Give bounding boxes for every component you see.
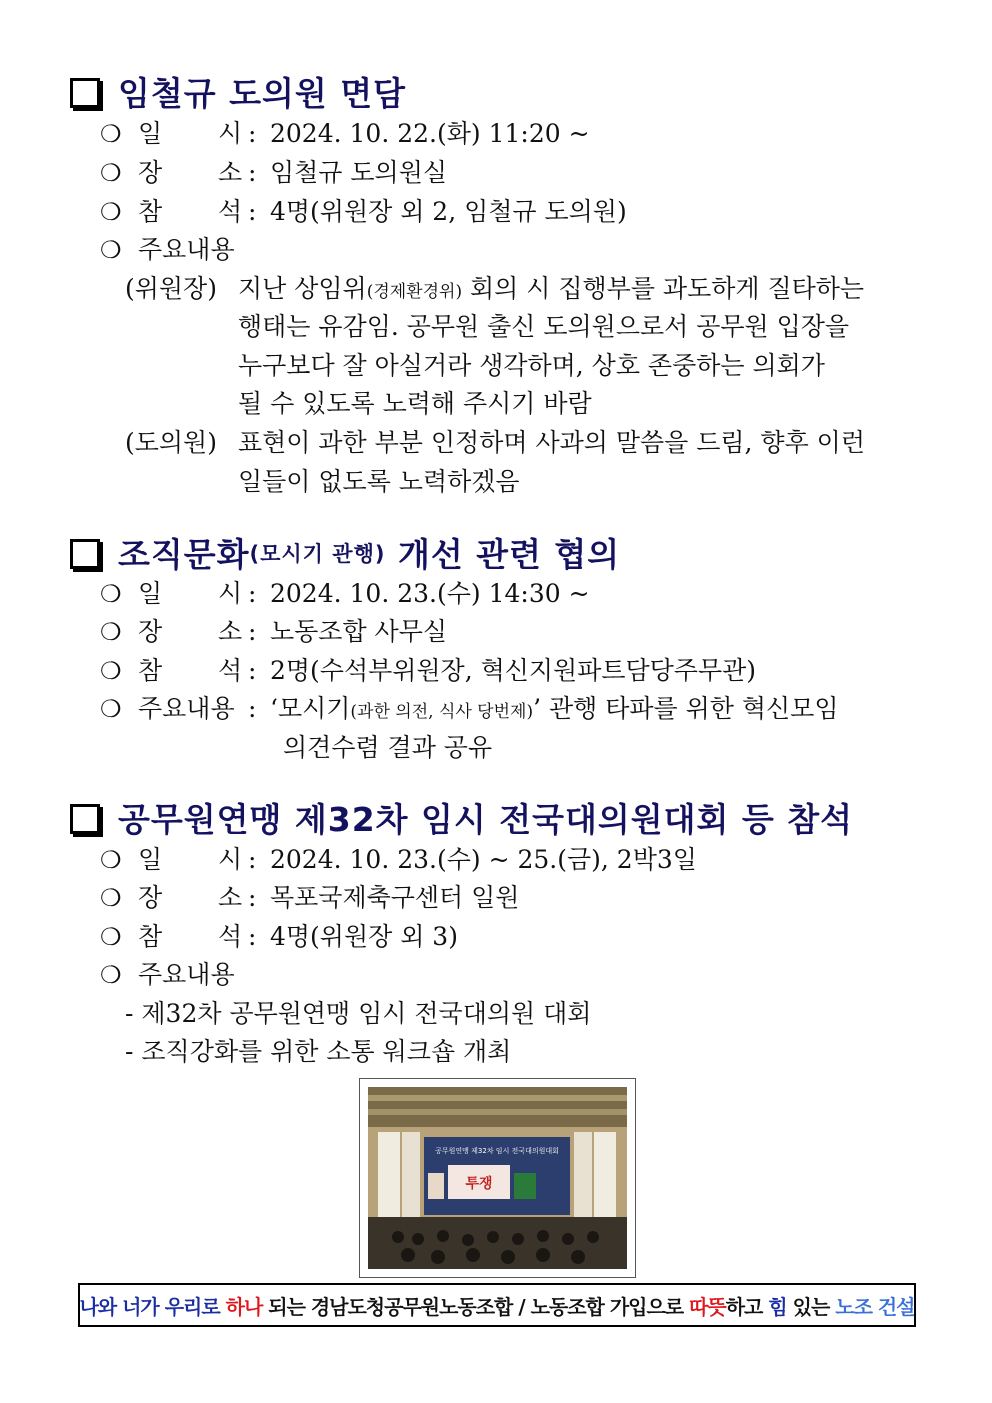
date-label-2: 시 bbox=[218, 579, 243, 608]
section-1-attend-row bbox=[100, 193, 627, 231]
section-1-date-row bbox=[100, 115, 590, 153]
speaker-1-text-b: 회의 시 집행부를 과도하게 질타하는 bbox=[462, 274, 865, 303]
circle-bullet-icon: ❍ bbox=[100, 198, 122, 226]
date-label: 일 bbox=[138, 845, 163, 874]
speaker-1-line-4: 될 수 있도록 노력해 주시기 바람 bbox=[238, 389, 592, 418]
section-3-place-row bbox=[100, 879, 519, 917]
speaker-2-line-1: 표현이 과한 부분 인정하며 사과의 말씀을 드림, 향후 이런 bbox=[238, 428, 865, 457]
section-3-heading bbox=[70, 794, 853, 841]
circle-bullet-icon: ❍ bbox=[100, 884, 122, 912]
checkbox-square-icon bbox=[70, 804, 100, 834]
event-photo-image bbox=[368, 1087, 627, 1269]
section-2-place-row bbox=[100, 613, 447, 651]
circle-bullet-icon: ❍ bbox=[100, 961, 122, 989]
attend-label-2: 석 bbox=[218, 197, 243, 226]
speaker-2-line-2: 일들이 없도록 노력하겠음 bbox=[238, 467, 520, 496]
circle-bullet-icon: ❍ bbox=[100, 236, 122, 264]
speaker-1-line-1 bbox=[238, 270, 922, 311]
date-label: 일 bbox=[138, 579, 163, 608]
colon: : bbox=[248, 845, 257, 874]
colon: : bbox=[248, 694, 257, 723]
colon: : bbox=[248, 883, 257, 912]
slogan-part-8: 노조 건설 bbox=[835, 1294, 915, 1319]
section-1-place-row bbox=[100, 154, 447, 192]
circle-bullet-icon: ❍ bbox=[100, 120, 122, 148]
content-label: 주요내용 bbox=[138, 960, 235, 989]
photo-center-text: 투쟁 bbox=[465, 1176, 493, 1192]
place-value: 목포국제축구센터 일원 bbox=[270, 883, 520, 912]
attend-label: 참 bbox=[138, 922, 163, 951]
checkbox-square-icon bbox=[70, 539, 100, 569]
content-text-b: ’ 관행 타파를 위한 혁신모임 bbox=[533, 694, 839, 723]
section-2-title-a: 조직문화 bbox=[118, 535, 250, 574]
circle-bullet-icon: ❍ bbox=[100, 923, 122, 951]
slogan-part-4: 따뜻 bbox=[689, 1294, 726, 1319]
date-label-2: 시 bbox=[218, 119, 243, 148]
place-label: 장 bbox=[138, 158, 163, 187]
circle-bullet-icon: ❍ bbox=[100, 159, 122, 187]
section-2-title-b: 개선 관련 협의 bbox=[385, 535, 621, 574]
slogan-part-7: 있는 bbox=[786, 1294, 836, 1319]
attend-label-2: 석 bbox=[218, 656, 243, 685]
slogan-part-2: 하나 bbox=[225, 1294, 263, 1319]
section-2-title-small: (모시기 관행) bbox=[249, 541, 386, 566]
colon: : bbox=[248, 119, 257, 148]
circle-bullet-icon: ❍ bbox=[100, 695, 122, 723]
speaker-1-text-small: (경제환경위) bbox=[366, 282, 463, 302]
speaker-2-label: (도의원) bbox=[125, 428, 217, 457]
date-value: 2024. 10. 22.(화) 11:20 ~ bbox=[270, 119, 590, 148]
section-2-content-line-2: 의견수렴 결과 공유 bbox=[283, 733, 493, 762]
speaker-1-line-2: 행태는 유감임. 공무원 출신 도의원으로서 공무원 입장을 bbox=[238, 312, 850, 341]
attend-value: 4명(위원장 외 3) bbox=[270, 922, 458, 951]
place-label-2: 소 bbox=[218, 158, 243, 187]
colon: : bbox=[248, 158, 257, 187]
slogan-part-5: 하고 bbox=[725, 1294, 769, 1319]
date-label: 일 bbox=[138, 119, 163, 148]
attend-label-2: 석 bbox=[218, 922, 243, 951]
slogan-part-3: 되는 경남도청공무원노동조합 / 노동조합 가입으로 bbox=[262, 1294, 690, 1319]
speaker-1-label: (위원장) bbox=[125, 274, 217, 303]
section-1-heading bbox=[70, 68, 406, 115]
attend-value: 4명(위원장 외 2, 임철규 도의원) bbox=[270, 197, 627, 226]
circle-bullet-icon: ❍ bbox=[100, 580, 122, 608]
attend-label: 참 bbox=[138, 197, 163, 226]
place-label: 장 bbox=[138, 617, 163, 646]
date-value: 2024. 10. 23.(수) 14:30 ~ bbox=[270, 579, 590, 608]
place-label-2: 소 bbox=[218, 617, 243, 646]
photo-banner-text: 공무원연맹 제32차 임시 전국대의원대회 bbox=[435, 1147, 559, 1155]
colon: : bbox=[248, 617, 257, 646]
section-3-content-row bbox=[100, 956, 235, 994]
list-item: - 조직강화를 위한 소통 워크숍 개최 bbox=[125, 1037, 512, 1066]
content-text-small: (과한 의전, 식사 당번제) bbox=[350, 702, 534, 722]
place-label: 장 bbox=[138, 883, 163, 912]
circle-bullet-icon: ❍ bbox=[100, 618, 122, 646]
place-value: 임철규 도의원실 bbox=[270, 158, 447, 187]
attend-value: 2명(수석부위원장, 혁신지원파트담당주무관) bbox=[270, 656, 757, 685]
date-value: 2024. 10. 23.(수) ~ 25.(금), 2박3일 bbox=[270, 845, 697, 874]
section-2-attend-row bbox=[100, 652, 756, 690]
section-1-title: 임철규 도의원 면담 bbox=[118, 74, 407, 113]
event-photo-illustration bbox=[368, 1087, 627, 1269]
attend-label: 참 bbox=[138, 656, 163, 685]
colon: : bbox=[248, 656, 257, 685]
section-3-title: 공무원연맹 제32차 임시 전국대의원대회 등 참석 bbox=[118, 800, 854, 839]
content-label: 주요내용 bbox=[138, 235, 235, 264]
section-3-date-row bbox=[100, 841, 697, 879]
slogan-part-1: 나와 너가 우리로 bbox=[79, 1294, 226, 1319]
section-3-attend-row bbox=[100, 918, 458, 956]
place-label-2: 소 bbox=[218, 883, 243, 912]
date-label-2: 시 bbox=[218, 845, 243, 874]
checkbox-square-icon bbox=[70, 78, 100, 108]
section-2-heading bbox=[70, 529, 620, 576]
content-text-a: ‘모시기 bbox=[270, 694, 351, 723]
place-value: 노동조합 사무실 bbox=[270, 617, 447, 646]
circle-bullet-icon: ❍ bbox=[100, 657, 122, 685]
speaker-1-text-a: 지난 상임위 bbox=[238, 274, 367, 303]
colon: : bbox=[248, 579, 257, 608]
footer-slogan bbox=[78, 1283, 916, 1327]
slogan-part-6: 힘 bbox=[768, 1294, 787, 1319]
speaker-1-line-3: 누구보다 잘 아실거라 생각하며, 상호 존중하는 의회가 bbox=[238, 351, 825, 380]
section-1-content-row bbox=[100, 231, 235, 269]
colon: : bbox=[248, 197, 257, 226]
colon: : bbox=[248, 922, 257, 951]
section-2-content-row bbox=[100, 690, 838, 731]
section-2-date-row bbox=[100, 575, 590, 613]
event-photo bbox=[359, 1078, 636, 1278]
list-item: - 제32차 공무원연맹 임시 전국대의원 대회 bbox=[125, 999, 592, 1028]
content-label: 주요내용 bbox=[138, 694, 235, 723]
circle-bullet-icon: ❍ bbox=[100, 846, 122, 874]
